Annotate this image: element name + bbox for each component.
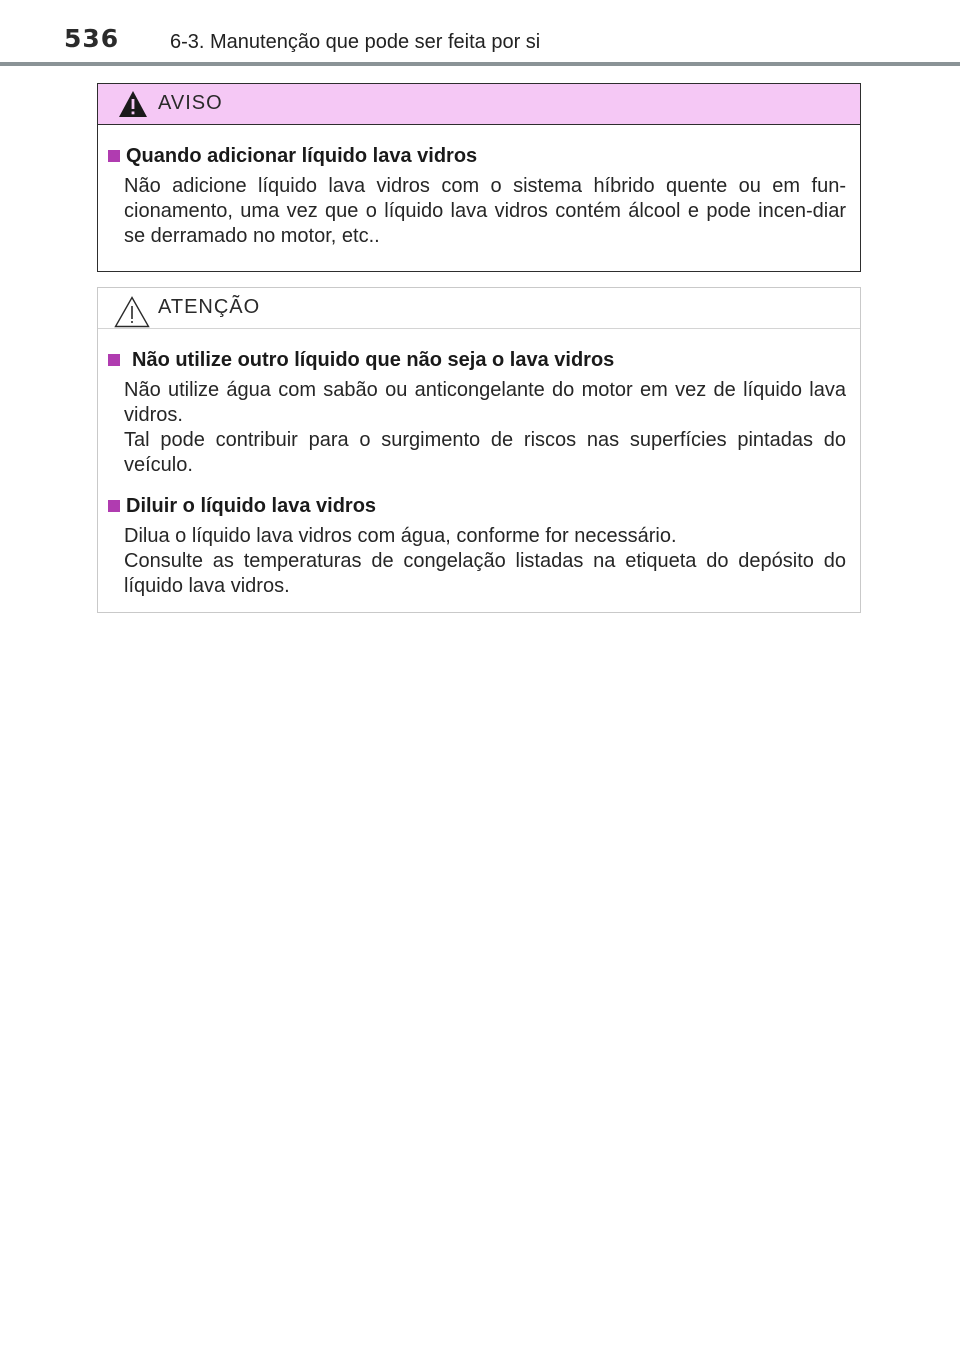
- header-rule: [0, 62, 960, 66]
- caution-item-text: Não utilize água com sabão ou anticongelante do motor em vez de líquido lava vidros.: [124, 379, 846, 426]
- caution-item-text-2: Tal pode contribuir para o surgimento de riscos nas superfícies pintadas do veículo.: [124, 429, 846, 476]
- caution-header: [98, 288, 860, 329]
- caution-item: [108, 347, 846, 478]
- caution-item-title: [108, 347, 846, 373]
- caution-item-title: [108, 493, 846, 519]
- bullet-square-icon: [108, 500, 120, 512]
- warning-triangle-icon: [118, 90, 148, 118]
- caution-box: [97, 287, 861, 613]
- caution-triangle-icon: [114, 296, 150, 328]
- caution-body: [98, 329, 860, 599]
- bullet-square-icon: [108, 354, 120, 366]
- caution-item: [108, 493, 846, 599]
- caution-item-text-2: Consulte as temperaturas de congelação listadas na etiqueta do depósito do líquido lava vidros.: [124, 550, 846, 597]
- warning-body: [98, 125, 860, 249]
- warning-label: AVISO: [158, 92, 223, 114]
- page-number: 536: [64, 24, 120, 53]
- warning-item: [108, 143, 846, 249]
- section-title: 6-3. Manutenção que pode ser feita por si: [170, 31, 541, 53]
- caution-label: ATENÇÃO: [158, 296, 261, 318]
- warning-item-title-text: Quando adicionar líquido lava vidros: [126, 145, 478, 167]
- warning-box: [97, 83, 861, 272]
- warning-header: [98, 84, 860, 125]
- bullet-square-icon: [108, 150, 120, 162]
- caution-item-text: Dilua o líquido lava vidros com água, conforme for necessário.: [124, 525, 677, 547]
- caution-item-title-text: Não utilize outro líquido que não seja o lava vidros: [132, 349, 615, 371]
- warning-item-text: Não adicione líquido lava vidros com o sistema híbrido quente ou em fun-cionamento, uma vez que o líquido lava vidros contém álcool e pode incen-diar se derramado no motor, etc..: [124, 175, 846, 247]
- page-header: [0, 0, 960, 66]
- warning-item-title: [108, 143, 846, 169]
- caution-item-title-text: Diluir o líquido lava vidros: [126, 495, 377, 517]
